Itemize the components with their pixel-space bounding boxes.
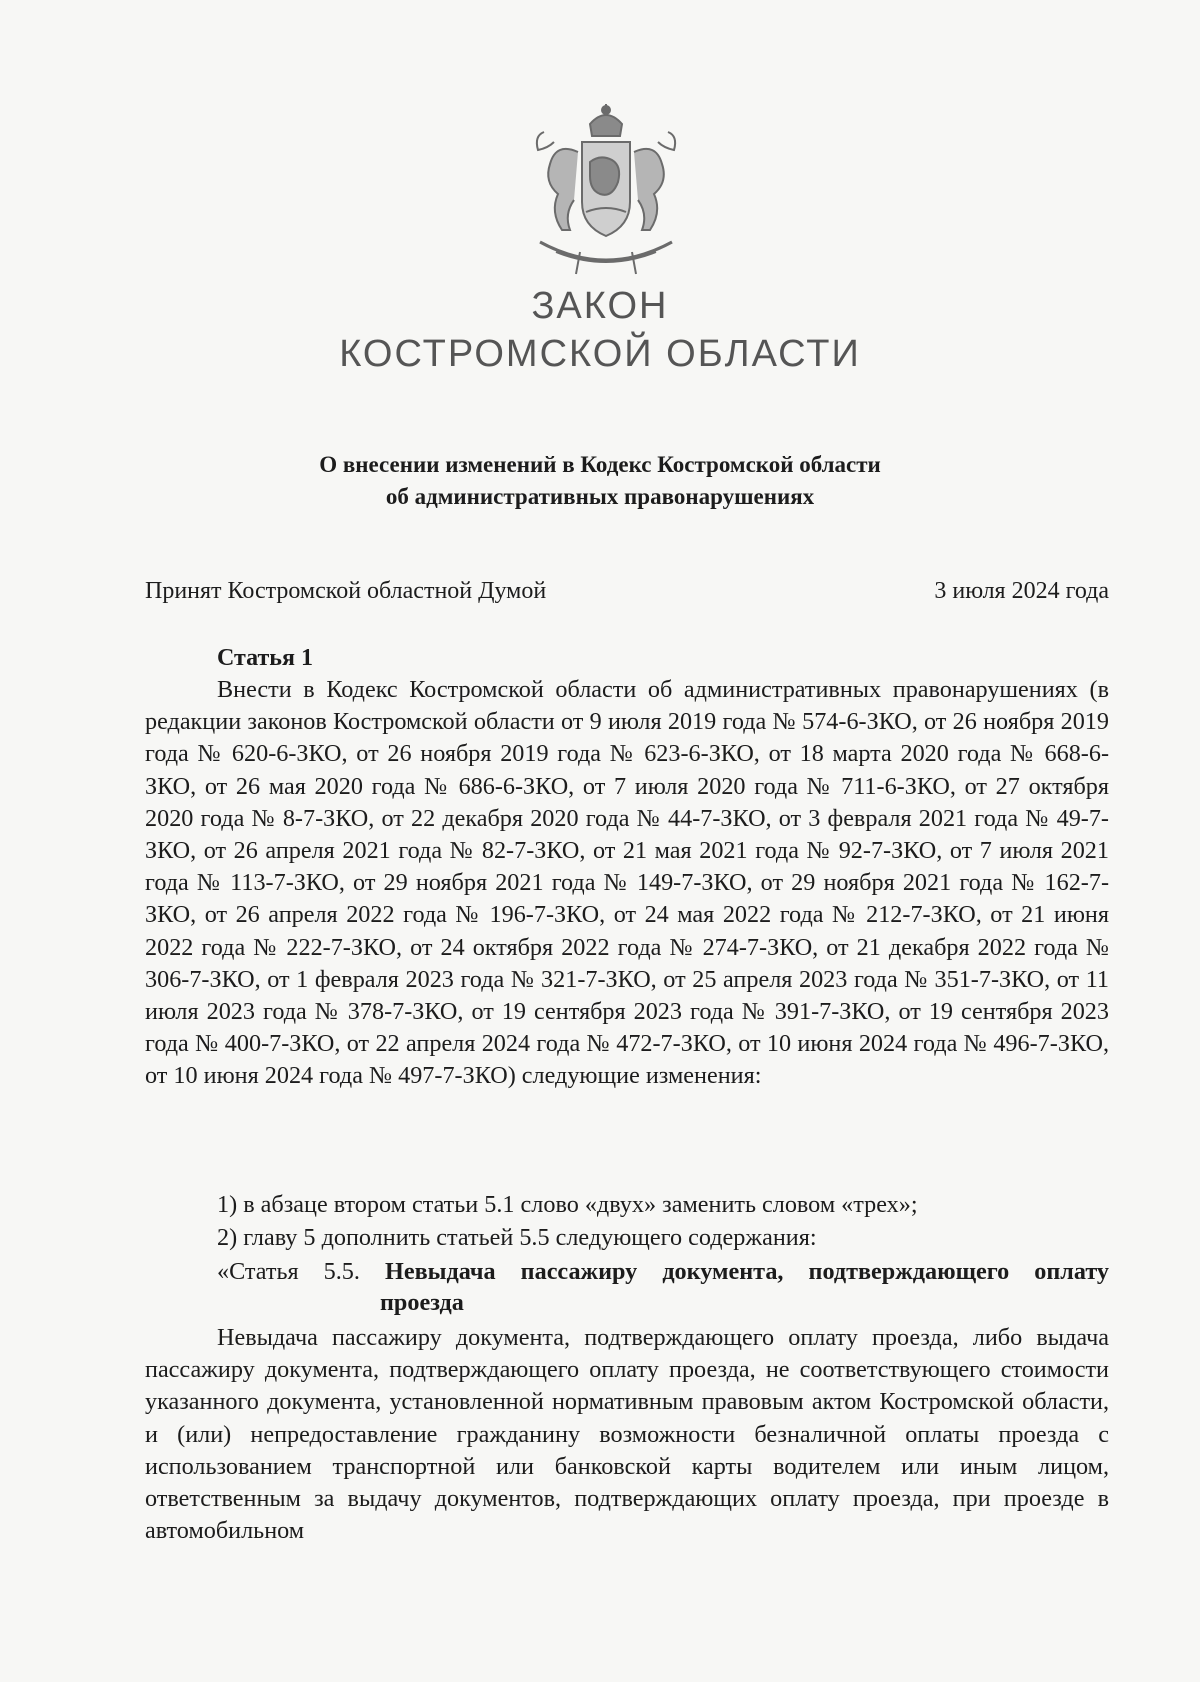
document-type-title: ЗАКОН xyxy=(531,285,669,327)
amendment-item-1: 1) в абзаце втором статьи 5.1 слово «двух» заменить словом «трех»; xyxy=(217,1191,918,1218)
article-1-paragraph: Внести в Кодекс Костромской области об административных правонарушениях (в редакции законов Костромской области от 9 июля 2019 года № 574-6-ЗКО, от 26 ноября 2019 года № 620-6-ЗКО, от 26 ноября 2019 года № 623-6-ЗКО, от 18 марта 2020 года № 668-6-ЗКО, от 26 мая 2020 года № 686-6-ЗКО, от 7 июля 2020 года № 711-6-ЗКО, от 27 октября 2020 года № 8-7-ЗКО, от 22 декабря 2020 года № 44-7-ЗКО, от 3 февраля 2021 года № 49-7-ЗКО, от 26 апреля 2021 года № 82-7-ЗКО, от 21 мая 2021 года № 92-7-ЗКО, от 7 июля 2021 года № 113-7-ЗКО, от 29 ноября 2021 года № 149-7-ЗКО, от 29 ноября 2021 года № 162-7-ЗКО, от 26 апреля 2022 года № 196-7-ЗКО, от 24 мая 2022 года № 212-7-ЗКО, от 21 июня 2022 года № 222-7-ЗКО, от 24 октября 2022 года № 274-7-ЗКО, от 21 декабря 2022 года № 306-7-ЗКО, от 1 февраля 2023 года № 321-7-ЗКО, от 25 апреля 2023 года № 351-7-ЗКО, от 11 июля 2023 года № 378-7-ЗКО, от 19 сентября 2023 года № 391-7-ЗКО, от 19 сентября 2023 года № 400-7-ЗКО, от 22 апреля 2024 года № 472-7-ЗКО, от 10 июня 2024 года № 496-7-ЗКО, от 10 июня 2024 года № 497-7-ЗКО) следующие изменения: xyxy=(145,676,1109,1090)
article-5-5-title-continuation: проезда xyxy=(380,1289,464,1316)
article-5-5-prefix: «Статья 5.5. xyxy=(217,1258,360,1285)
region-title: КОСТРОМСКОЙ ОБЛАСТИ xyxy=(339,333,861,375)
amendment-item-2: 2) главу 5 дополнить статьей 5.5 следующего содержания: xyxy=(217,1224,817,1251)
adoption-date: 3 июля 2024 года xyxy=(934,578,1109,604)
law-subject-line-2: об административных правонарушениях xyxy=(385,484,815,509)
article-5-5-text: Невыдача пассажиру документа, подтверждающего оплату проезда, либо выдача пассажиру документа, подтверждающего оплату проезда, не соответствующего стоимости указанного документа, установленной нормативным правовым актом Костромской области, и (или) непредоставление гражданину возможности безналичной оплаты проезда с использованием транспортной или банковской карты водителем или иным лицом, ответственным за выдачу документов, подтверждающих оплату проезда, при проезде в автомобильном xyxy=(145,1324,1109,1545)
article-5-5-heading xyxy=(217,1256,1109,1288)
kostroma-region-coat-of-arms-icon xyxy=(520,102,692,282)
adopted-by: Принят Костромской областной Думой xyxy=(145,578,547,604)
law-subject-line-1: О внесении изменений в Кодекс Костромской области xyxy=(319,452,881,477)
article-1-heading: Статья 1 xyxy=(217,645,313,671)
article-5-5-title: Невыдача пассажиру документа, подтверждающего оплату xyxy=(385,1258,1110,1285)
